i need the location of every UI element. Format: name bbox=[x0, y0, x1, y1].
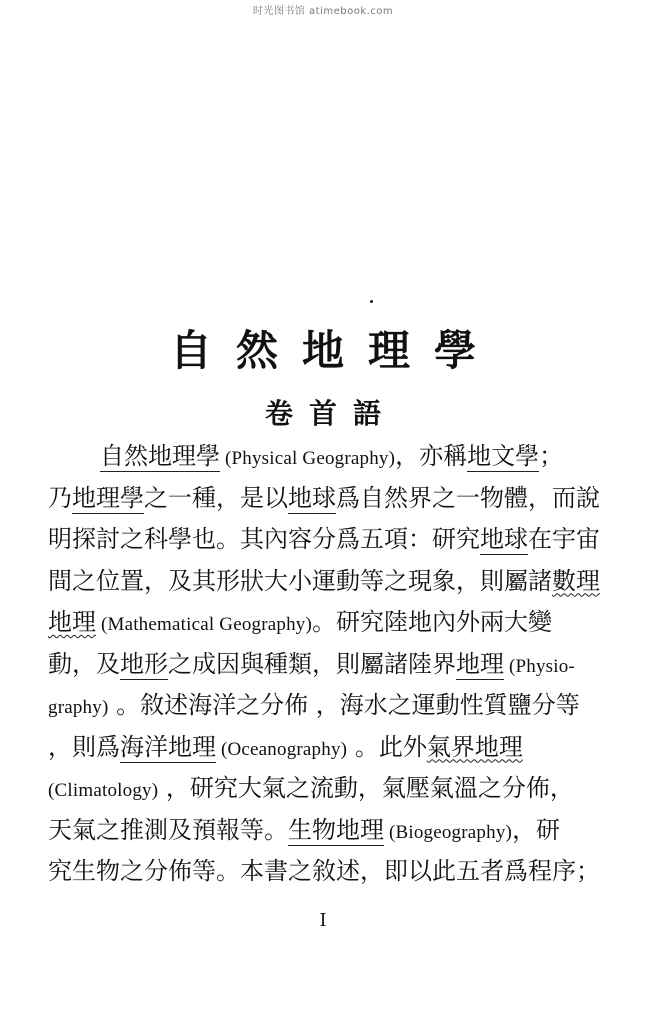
term-geography: 地理 bbox=[48, 608, 96, 636]
text-fragment: 間之位置，及其形狀大小運動等之現象，則屬諸 bbox=[48, 566, 552, 595]
text-line-4 bbox=[48, 561, 604, 603]
term-geography: 地理學 bbox=[72, 483, 144, 512]
term-mathematical: 數理 bbox=[552, 566, 600, 595]
text-fragment: 。研究陸地內外兩大變 bbox=[312, 608, 553, 636]
text-line-11 bbox=[48, 851, 604, 893]
term-biogeography: 生物地理 bbox=[288, 815, 384, 844]
text-line-6 bbox=[48, 644, 604, 686]
text-fragment: 。敘述海洋之分佈 ，海水之運動性質鹽分等 bbox=[108, 691, 580, 719]
term-oceanography: 海洋地理 bbox=[120, 732, 216, 761]
text-fragment: ，亦稱 bbox=[395, 442, 468, 470]
text-fragment: 之成因與種類，則屬諸陸界 bbox=[168, 649, 456, 678]
watermark: 时光图书馆 atimebook.com bbox=[252, 6, 394, 17]
page-number: I bbox=[319, 910, 327, 931]
text-fragment: 在宇宙 bbox=[528, 525, 600, 553]
text-line-5 bbox=[48, 602, 604, 644]
text-fragment: 明探討之科學也。其內容分爲五項：研究 bbox=[48, 525, 480, 553]
text-line-2 bbox=[48, 478, 604, 520]
text-line-9 bbox=[48, 768, 604, 810]
english-term: graphy) bbox=[48, 697, 109, 718]
term-climatology: 氣界地理 bbox=[426, 732, 523, 761]
text-fragment: 。此外 bbox=[347, 732, 427, 761]
term-earth: 地球 bbox=[480, 525, 528, 553]
english-term: (Climatology) bbox=[48, 780, 159, 801]
text-fragment: ，則爲 bbox=[48, 732, 120, 761]
text-fragment: ，研究大氣之流動，氣壓氣溫之分佈， bbox=[158, 774, 574, 802]
text-line-7 bbox=[48, 685, 604, 727]
body-text bbox=[48, 436, 604, 893]
text-line-1 bbox=[48, 436, 604, 478]
term-geography: 地理 bbox=[456, 649, 504, 678]
text-fragment: 究生物之分佈等。本書之敘述，即以此五者爲程序； bbox=[48, 857, 600, 885]
text-fragment: 動，及 bbox=[48, 649, 120, 678]
term-physiography: 地文學 bbox=[467, 442, 540, 470]
text-line-8 bbox=[48, 727, 604, 769]
text-fragment: 爲自然界之一物體，而說 bbox=[336, 483, 600, 512]
english-term: (Mathematical Geography) bbox=[96, 614, 313, 635]
text-fragment: 之一種，是以 bbox=[144, 483, 288, 512]
text-fragment: ，研 bbox=[512, 815, 561, 844]
page-title: 自然地理學 bbox=[169, 326, 500, 375]
term-physical-geography: 自然地理學 bbox=[100, 442, 220, 470]
english-term: (Physical Geography) bbox=[220, 448, 396, 469]
english-term: (Physio- bbox=[504, 655, 575, 677]
text-line-3 bbox=[48, 519, 604, 561]
text-fragment: ； bbox=[539, 442, 564, 470]
ink-speck bbox=[370, 300, 373, 303]
text-line-10 bbox=[48, 810, 604, 852]
english-term: (Biogeography) bbox=[384, 821, 513, 843]
text-fragment: 乃 bbox=[48, 483, 72, 512]
english-term: (Oceanography) bbox=[216, 738, 348, 760]
section-title: 卷首語 bbox=[264, 397, 397, 430]
text-fragment: 天氣之推測及預報等。 bbox=[48, 815, 288, 844]
term-landform: 地形 bbox=[120, 649, 168, 678]
term-earth: 地球 bbox=[288, 483, 336, 512]
